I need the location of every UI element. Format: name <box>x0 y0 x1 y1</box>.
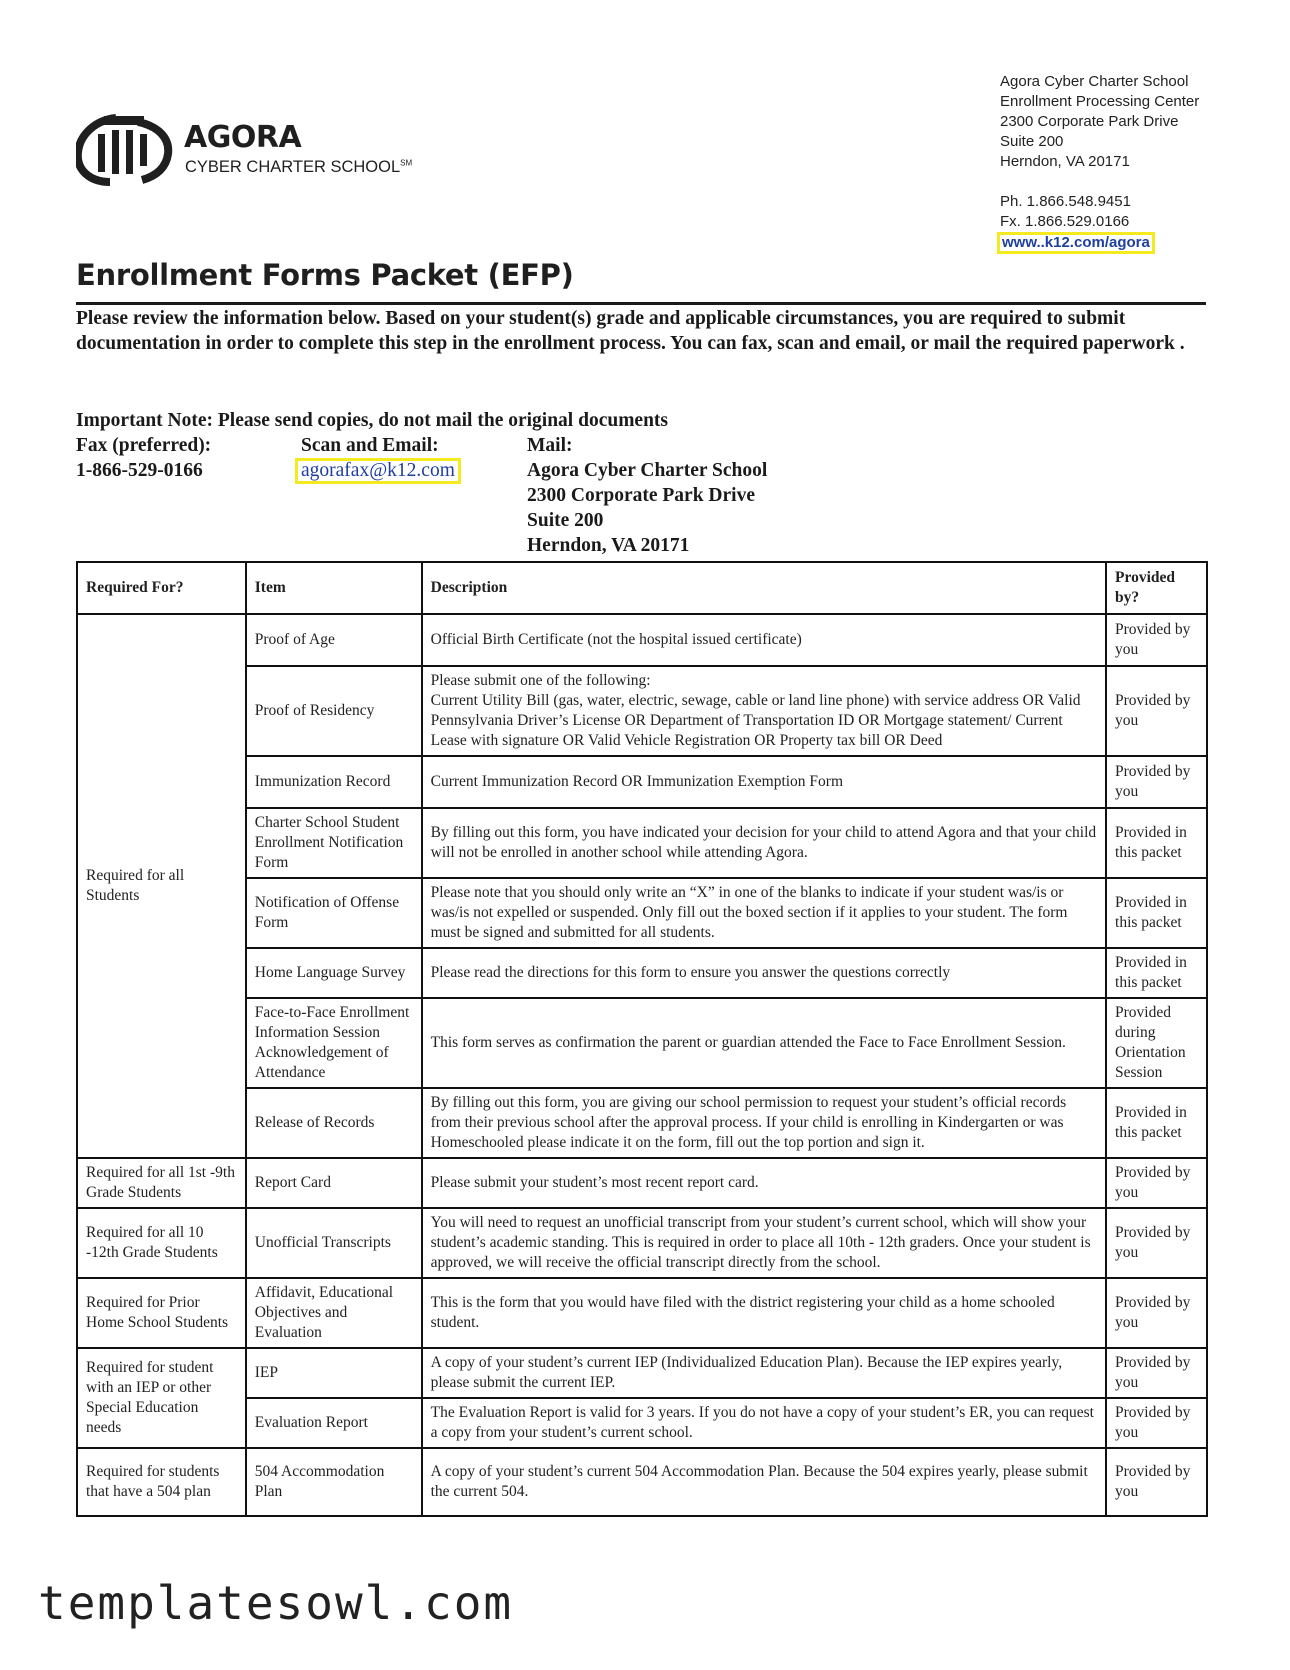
table-row <box>77 1348 1207 1398</box>
mail-contact <box>527 433 767 558</box>
mail-label: Mail: <box>527 435 573 456</box>
table-row <box>77 614 1207 666</box>
table-row <box>77 808 1207 878</box>
scan-contact <box>301 433 461 484</box>
description-cell: By filling out this form, you are giving our school permission to request your student’s official records from their previous school after the approval process. If your child is enrolling in Kindergarten or was Homeschooled please indicate it on the form, fill out the top portion and sign it. <box>422 1088 1106 1158</box>
provided-by-cell: Provided by you <box>1106 1158 1207 1208</box>
provided-by-cell: Provided in this packet <box>1106 878 1207 948</box>
item-cell: Charter School Student Enrollment Notification Form <box>246 808 422 878</box>
item-cell: Proof of Residency <box>246 666 422 756</box>
item-cell: Affidavit, Educational Objectives and Evaluation <box>246 1278 422 1348</box>
required-for-cell: Required for all 1st -9th Grade Students <box>77 1158 246 1208</box>
address-line: Agora Cyber Charter School <box>1000 73 1189 90</box>
provided-by-cell: Provided by you <box>1106 1278 1207 1348</box>
description-cell: You will need to request an unofficial transcript from your student’s current school, which will show your student’s academic standing. This is required in order to place all 10th - 12th graders. Once your student is approved, we will receive the official transcript directly from the school. <box>422 1208 1106 1278</box>
email-link[interactable]: agorafax@k12.com <box>295 458 461 484</box>
header-provided-by: Provided by? <box>1106 562 1207 614</box>
description-cell: Please submit one of the following: Current Utility Bill (gas, water, electric, sewage, cable or land line phone) with service address OR Valid Pennsylvania Driver’s License OR Department of Transportation ID OR Mortgage statement/ Current Lease with signature OR Valid Vehicle Registration OR Property tax bill OR Deed <box>422 666 1106 756</box>
table-row <box>77 1448 1207 1516</box>
fax-value: 1-866-529-0166 <box>76 460 203 481</box>
address-line: Suite 200 <box>1000 133 1064 150</box>
mail-line: Herndon, VA 20171 <box>527 535 690 556</box>
required-for-cell: Required for all 10 -12th Grade Students <box>77 1208 246 1278</box>
logo-brand-name: AGORA <box>184 120 302 155</box>
provided-by-cell: Provided in this packet <box>1106 808 1207 878</box>
page-title: Enrollment Forms Packet (EFP) <box>76 258 574 292</box>
scan-label: Scan and Email: <box>301 435 439 456</box>
table-row <box>77 1398 1207 1448</box>
table-row <box>77 1208 1207 1278</box>
table-row <box>77 1278 1207 1348</box>
mail-line: Suite 200 <box>527 510 604 531</box>
table-row <box>77 756 1207 808</box>
description-cell: A copy of your student’s current IEP (Individualized Education Plan). Because the IEP expires yearly, please submit the current IEP. <box>422 1348 1106 1398</box>
agora-logo <box>76 112 416 192</box>
provided-by-cell: Provided by you <box>1106 756 1207 808</box>
item-cell: IEP <box>246 1348 422 1398</box>
important-note: Important Note: Please send copies, do not mail the original documents <box>76 410 669 431</box>
item-cell: Notification of Offense Form <box>246 878 422 948</box>
item-cell: Immunization Record <box>246 756 422 808</box>
requirements-table <box>76 561 1208 1517</box>
required-for-cell: Required for student with an IEP or other Special Education needs <box>77 1348 246 1448</box>
provided-by-cell: Provided by you <box>1106 1348 1207 1398</box>
item-cell: Report Card <box>246 1158 422 1208</box>
provided-by-cell: Provided by you <box>1106 1398 1207 1448</box>
table-header-row <box>77 562 1207 614</box>
provided-by-cell: Provided by you <box>1106 1208 1207 1278</box>
description-cell: A copy of your student’s current 504 Accommodation Plan. Because the 504 expires yearly, please submit the current 504. <box>422 1448 1106 1516</box>
header-required-for: Required For? <box>77 562 246 614</box>
table-row <box>77 878 1207 948</box>
table-row <box>77 1158 1207 1208</box>
website-link[interactable]: www..k12.com/agora <box>997 232 1155 254</box>
address-line: 2300 Corporate Park Drive <box>1000 113 1179 130</box>
required-for-cell: Required for all Students <box>77 614 246 1158</box>
description-cell: Official Birth Certificate (not the hospital issued certificate) <box>422 614 1106 666</box>
description-cell: This is the form that you would have filed with the district registering your child as a home schooled student. <box>422 1278 1106 1348</box>
item-cell: Unofficial Transcripts <box>246 1208 422 1278</box>
provided-by-cell: Provided in this packet <box>1106 1088 1207 1158</box>
item-cell: 504 Accommodation Plan <box>246 1448 422 1516</box>
description-cell: The Evaluation Report is valid for 3 years. If you do not have a copy of your student’s ER, you can request a copy from your student’s current school. <box>422 1398 1106 1448</box>
school-address-block <box>1000 72 1199 254</box>
header-item: Item <box>246 562 422 614</box>
table-row <box>77 1088 1207 1158</box>
watermark: templatesowl.com <box>38 1576 514 1630</box>
description-cell: Please note that you should only write an “X” in one of the blanks to indicate if your student was/is or was/is not expelled or suspended. Only fill out the boxed section if it applies to your student. The form must be signed and submitted for all students. <box>422 878 1106 948</box>
description-cell: Current Immunization Record OR Immunization Exemption Form <box>422 756 1106 808</box>
table-row <box>77 998 1207 1088</box>
description-cell: Please read the directions for this form to ensure you answer the questions correctly <box>422 948 1106 998</box>
item-cell: Home Language Survey <box>246 948 422 998</box>
address-line: Herndon, VA 20171 <box>1000 153 1130 170</box>
description-cell: By filling out this form, you have indicated your decision for your child to attend Agora and that your child will not be enrolled in another school while attending Agora. <box>422 808 1106 878</box>
description-cell: This form serves as confirmation the parent or guardian attended the Face to Face Enrollment Session. <box>422 998 1106 1088</box>
item-cell: Face-to-Face Enrollment Information Session Acknowledgement of Attendance <box>246 998 422 1088</box>
intro-paragraph: Please review the information below. Based on your student(s) grade and applicable circumstances, you are required to submit documentation in order to complete this step in the enrollment process. You can fax, scan and email, or mail the required paperwork . <box>76 308 1185 354</box>
table-body <box>77 614 1207 1516</box>
provided-by-cell: Provided by you <box>1106 1448 1207 1516</box>
item-cell: Proof of Age <box>246 614 422 666</box>
phone-number: Ph. 1.866.548.9451 <box>1000 193 1131 210</box>
provided-by-cell: Provided by you <box>1106 614 1207 666</box>
agora-logo-icon <box>76 112 176 188</box>
fax-contact <box>76 433 211 483</box>
table-row <box>77 666 1207 756</box>
fax-number: Fx. 1.866.529.0166 <box>1000 213 1130 230</box>
provided-by-cell: Provided in this packet <box>1106 948 1207 998</box>
address-line: Enrollment Processing Center <box>1000 93 1200 110</box>
provided-by-cell: Provided by you <box>1106 666 1207 756</box>
provided-by-cell: Provided during Orientation Session <box>1106 998 1207 1088</box>
fax-label: Fax (preferred): <box>76 435 212 456</box>
item-cell: Evaluation Report <box>246 1398 422 1448</box>
header-description: Description <box>422 562 1106 614</box>
mail-line: 2300 Corporate Park Drive <box>527 485 755 506</box>
table-row <box>77 948 1207 998</box>
description-cell: Please submit your student’s most recent report card. <box>422 1158 1106 1208</box>
title-divider <box>76 302 1206 305</box>
required-for-cell: Required for students that have a 504 plan <box>77 1448 246 1516</box>
mail-line: Agora Cyber Charter School <box>527 460 768 481</box>
item-cell: Release of Records <box>246 1088 422 1158</box>
logo-subtitle: CYBER CHARTER SCHOOL℠ <box>185 158 413 176</box>
required-for-cell: Required for Prior Home School Students <box>77 1278 246 1348</box>
